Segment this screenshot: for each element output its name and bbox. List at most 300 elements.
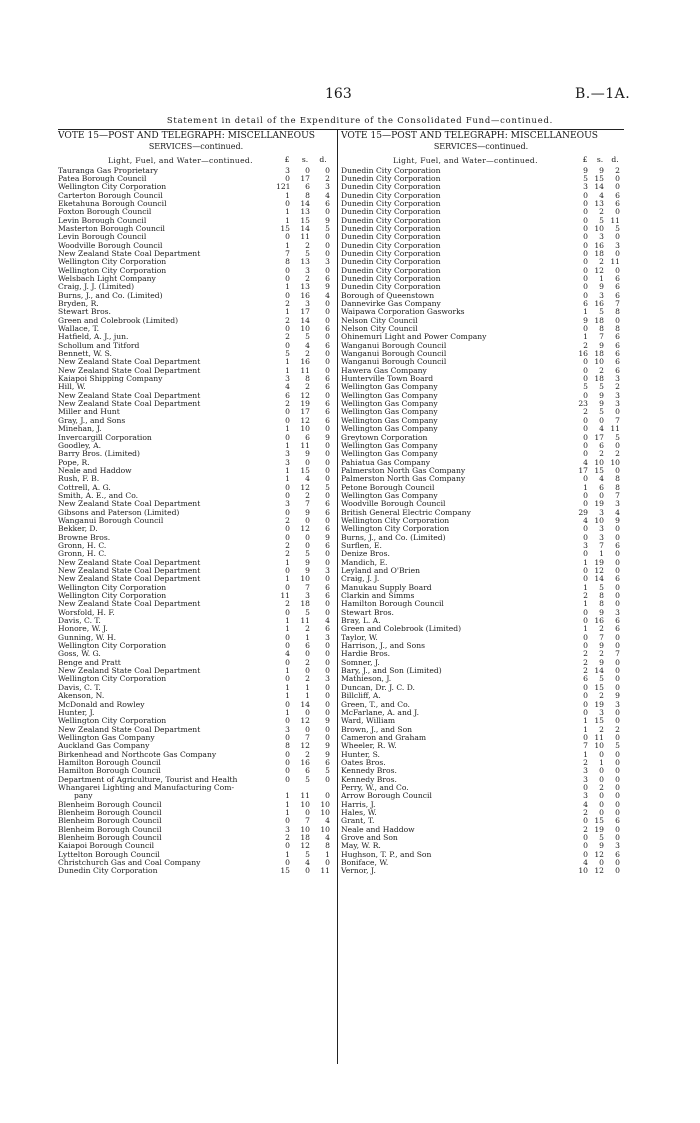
ledger-row: [58, 867, 334, 875]
amount-shillings: 9: [599, 841, 604, 851]
ledger-row: [341, 809, 621, 817]
vote-title: VOTE 15—POST AND TELEGRAPH: MISCELLANEOUS: [58, 131, 315, 141]
payee-name: Kaiapoi Borough Council: [58, 841, 155, 851]
amount-pounds: 3: [285, 499, 290, 509]
amount-pounds: 0: [583, 440, 588, 450]
payee-name: New Zealand State Coal Department: [58, 390, 201, 400]
payee-name: Dunedin City Corporation: [341, 198, 441, 208]
amount-shillings: 8: [599, 324, 604, 334]
payee-name: Eketahuna Borough Council: [58, 198, 167, 208]
payee-name: Mathieson, J.: [341, 674, 392, 684]
amount-pence: 6: [615, 365, 620, 375]
payee-name: Dunedin City Corporation: [341, 232, 441, 242]
amount-shillings: 12: [300, 524, 310, 534]
payee-name: Tauranga Gas Proprietary: [58, 165, 158, 175]
amount-pence: 3: [615, 374, 620, 384]
amount-pence: 0: [325, 649, 330, 659]
payee-name: New Zealand State Coal Department: [58, 357, 201, 367]
amount-pounds: 3: [285, 724, 290, 734]
amount-shillings: 5: [305, 248, 310, 258]
amount-shillings: 14: [300, 699, 310, 709]
amount-pounds: 0: [285, 524, 290, 534]
payee-name: Petone Borough Council: [341, 482, 435, 492]
amount-pence: 7: [615, 299, 620, 308]
amount-shillings: 3: [599, 290, 604, 300]
amount-shillings: 16: [594, 299, 604, 308]
payee-name: Honore, W. J.: [58, 624, 108, 634]
amount-pounds: 0: [285, 816, 290, 826]
amount-shillings: 18: [594, 315, 604, 325]
amount-pence: 2: [615, 165, 620, 175]
amount-pence: 3: [325, 632, 330, 642]
amount-pence: 0: [325, 315, 330, 325]
ledger-row: [341, 567, 621, 575]
amount-pence: 4: [615, 507, 620, 517]
amount-shillings: 6: [599, 440, 604, 450]
amount-shillings: 19: [594, 499, 604, 509]
amount-pounds: 0: [285, 632, 290, 642]
amount-pence: 0: [615, 532, 620, 542]
amount-shillings: 3: [599, 232, 604, 242]
payee-name: Nelson City Council: [341, 324, 418, 334]
amount-pence: 5: [325, 482, 330, 492]
amount-shillings: 18: [594, 349, 604, 359]
payee-name: Auckland Gas Company: [58, 741, 150, 751]
payee-name: Kennedy Bros.: [341, 766, 397, 776]
payee-name: Gunning, W. H.: [58, 632, 117, 642]
amount-pence: 5: [615, 432, 620, 442]
amount-pence: 0: [615, 549, 620, 559]
amount-shillings: 8: [599, 599, 604, 609]
payee-name: Bryden, R.: [58, 299, 99, 308]
amount-pence: 0: [615, 591, 620, 601]
amount-pence: 9: [325, 741, 330, 751]
amount-pence: 6: [325, 382, 330, 392]
payee-name: New Zealand State Coal Department: [58, 574, 201, 584]
payee-name: Wellington Gas Company: [341, 424, 438, 434]
amount-pence: 0: [615, 682, 620, 692]
amount-pounds: 29: [578, 507, 588, 517]
amount-shillings: 0: [305, 540, 310, 550]
amount-pounds: 0: [583, 424, 588, 434]
amount-pounds: 1: [285, 282, 290, 292]
amount-pence: 0: [325, 424, 330, 434]
payee-name: Pahiatua Gas Company: [341, 457, 431, 467]
payee-name: McDonald and Rowley: [58, 699, 145, 709]
ledger-row: [341, 534, 621, 542]
amount-pence: 9: [325, 432, 330, 442]
payee-name: Borough of Queenstown: [341, 290, 435, 300]
payee-name: Wellington City Corporation: [58, 182, 167, 192]
amount-pence: 0: [325, 599, 330, 609]
amount-pence: 0: [615, 641, 620, 651]
payee-name: Rush, F. B.: [58, 474, 100, 484]
payee-name: New Zealand State Coal Department: [58, 557, 201, 567]
amount-pence: 9: [325, 749, 330, 759]
payee-name: Goss, W. G.: [58, 649, 101, 659]
amount-shillings: 3: [305, 299, 310, 308]
vote-title: VOTE 15—POST AND TELEGRAPH: MISCELLANEOUS: [341, 131, 598, 141]
amount-pounds: 0: [583, 357, 588, 367]
ledger-row: [341, 834, 621, 842]
amount-pounds: 1: [285, 365, 290, 375]
amount-pence: 2: [325, 173, 330, 183]
amount-shillings: 12: [300, 390, 310, 400]
amount-pounds: 0: [285, 432, 290, 442]
amount-pounds: 0: [583, 782, 588, 792]
amount-pounds: 0: [285, 340, 290, 350]
ledger-row: [58, 517, 334, 525]
amount-shillings: 4: [305, 340, 310, 350]
amount-pence: 0: [325, 557, 330, 567]
vote-subtitle: SERVICES—continued.: [148, 141, 244, 151]
amount-pence: 0: [325, 449, 330, 459]
amount-pence: 0: [615, 440, 620, 450]
amount-pounds: 0: [583, 707, 588, 717]
payee-name: Woodville Borough Council: [341, 499, 446, 509]
amount-pence: 3: [325, 182, 330, 192]
amount-pence: 6: [325, 374, 330, 384]
amount-shillings: 13: [300, 282, 310, 292]
payee-name: Cottrell, A. G.: [58, 482, 111, 492]
shillings-heading: s.: [301, 154, 309, 164]
amount-pence: 0: [615, 582, 620, 592]
right-entry-list: [341, 167, 621, 876]
ledger-row: [58, 292, 334, 300]
payee-name: Worsfold, H. F.: [58, 607, 115, 617]
payee-name: Wellington Gas Company: [341, 415, 438, 425]
amount-shillings: 0: [305, 807, 310, 817]
payee-name: Wallace, T.: [58, 324, 99, 334]
amount-pence: 0: [325, 265, 330, 275]
amount-pence: 0: [615, 599, 620, 609]
amount-shillings: 10: [300, 574, 310, 584]
amount-pounds: 1: [285, 574, 290, 584]
payee-name: Cameron and Graham: [341, 732, 427, 742]
pence-heading: d.: [611, 154, 619, 164]
amount-pounds: 7: [285, 248, 290, 258]
payee-name: Bary, J., and Son (Limited): [341, 666, 442, 676]
amount-shillings: 9: [305, 449, 310, 459]
amount-pence: 6: [615, 574, 620, 584]
amount-pence: 0: [325, 641, 330, 651]
amount-pounds: 0: [285, 607, 290, 617]
amount-pounds: 0: [583, 265, 588, 275]
amount-pounds: 0: [583, 699, 588, 709]
amount-shillings: 2: [599, 649, 604, 659]
amount-pence: 0: [325, 165, 330, 175]
amount-pounds: 0: [583, 432, 588, 442]
right-column: [341, 125, 621, 876]
amount-pence: 0: [615, 782, 620, 792]
payee-name: Ward, William: [341, 716, 396, 726]
amount-shillings: 15: [594, 682, 604, 692]
left-column: [58, 125, 334, 876]
amount-pence: 0: [325, 365, 330, 375]
amount-pence: 0: [325, 248, 330, 258]
amount-pounds: 2: [583, 666, 588, 676]
amount-shillings: 4: [305, 858, 310, 868]
amount-pence: 6: [615, 340, 620, 350]
amount-pounds: 2: [583, 340, 588, 350]
amount-pounds: 0: [583, 198, 588, 208]
amount-shillings: 10: [594, 515, 604, 525]
payee-name: New Zealand State Coal Department: [58, 724, 201, 734]
amount-shillings: 0: [305, 724, 310, 734]
amount-pence: 0: [325, 657, 330, 667]
amount-pounds: 1: [285, 190, 290, 200]
amount-pounds: 0: [583, 207, 588, 217]
payee-name: Wellington Gas Company: [341, 449, 438, 459]
amount-pence: 0: [615, 666, 620, 676]
shillings-heading: s.: [596, 154, 604, 164]
amount-pence: 0: [325, 707, 330, 717]
amount-pence: 0: [615, 866, 620, 876]
amount-shillings: 0: [305, 666, 310, 676]
amount-pounds: 1: [285, 474, 290, 484]
amount-pounds: 0: [583, 841, 588, 851]
amount-pounds: 3: [583, 540, 588, 550]
amount-shillings: 8: [305, 190, 310, 200]
payee-name: Levin Borough Council: [58, 215, 147, 225]
amount-pence: 8: [615, 307, 620, 317]
payee-name: Bennett, W. S.: [58, 349, 112, 359]
amount-pounds: 0: [285, 699, 290, 709]
payee-name: Hales, W.: [341, 807, 377, 817]
amount-pounds: 1: [285, 707, 290, 717]
payee-name: Blenheim Borough Council: [58, 807, 162, 817]
amount-shillings: 7: [599, 332, 604, 342]
amount-shillings: 7: [305, 582, 310, 592]
amount-pence: 3: [615, 390, 620, 400]
amount-pence: 0: [615, 833, 620, 842]
amount-pence: 0: [615, 707, 620, 717]
amount-shillings: 2: [599, 624, 604, 634]
amount-pence: 0: [615, 807, 620, 817]
amount-pence: 0: [325, 457, 330, 467]
amount-pounds: 11: [280, 591, 290, 601]
payee-name: Wellington Gas Company: [341, 440, 438, 450]
payee-name: Dunedin City Corporation: [58, 866, 158, 876]
amount-shillings: 0: [305, 532, 310, 542]
ledger-row: [341, 792, 621, 800]
amount-pounds: 0: [583, 374, 588, 384]
amount-shillings: 12: [594, 566, 604, 575]
amount-shillings: 12: [300, 415, 310, 425]
amount-shillings: 0: [599, 791, 604, 801]
amount-shillings: 5: [305, 332, 310, 342]
amount-shillings: 12: [300, 741, 310, 751]
amount-pounds: 1: [583, 582, 588, 592]
amount-pounds: 1: [285, 624, 290, 634]
amount-shillings: 9: [305, 566, 310, 575]
amount-pence: 0: [615, 716, 620, 726]
amount-pounds: 0: [583, 257, 588, 267]
amount-pounds: 0: [285, 858, 290, 868]
ledger-row: [341, 867, 621, 875]
amount-pounds: 2: [583, 591, 588, 601]
amount-pounds: 0: [285, 265, 290, 275]
amount-shillings: 11: [300, 365, 310, 375]
amount-pence: 9: [615, 515, 620, 525]
amount-pence: 6: [325, 415, 330, 425]
amount-pence: 6: [325, 540, 330, 550]
amount-pence: 0: [325, 774, 330, 784]
amount-pounds: 0: [285, 490, 290, 500]
amount-pence: 0: [325, 474, 330, 484]
amount-shillings: 2: [305, 273, 310, 283]
amount-pence: 0: [325, 357, 330, 367]
amount-shillings: 2: [599, 691, 604, 701]
amount-shillings: 16: [300, 757, 310, 767]
amount-pence: 3: [615, 499, 620, 509]
amount-pounds: 0: [583, 190, 588, 200]
amount-pence: 4: [325, 833, 330, 842]
amount-shillings: 9: [599, 390, 604, 400]
amount-pence: 6: [325, 624, 330, 634]
payee-name: Wanganui Borough Council: [58, 515, 164, 525]
payee-name: Schollum and Titford: [58, 340, 140, 350]
amount-pounds: 1: [285, 207, 290, 217]
page-number: 163: [325, 86, 352, 102]
amount-pence: 0: [325, 299, 330, 308]
amount-pence: 3: [615, 607, 620, 617]
amount-shillings: 13: [594, 198, 604, 208]
amount-pounds: 0: [285, 582, 290, 592]
amount-pounds: 3: [583, 774, 588, 784]
payee-name: Wellington Gas Company: [58, 732, 155, 742]
payee-name: Blenheim Borough Council: [58, 799, 162, 809]
amount-pounds: 0: [285, 732, 290, 742]
amount-pence: 10: [610, 457, 620, 467]
amount-pence: 0: [615, 265, 620, 275]
amount-shillings: 11: [594, 732, 604, 742]
amount-pence: 0: [615, 791, 620, 801]
amount-pence: 0: [615, 749, 620, 759]
amount-pence: 11: [320, 866, 330, 876]
payee-name: Harrison, J., and Sons: [341, 641, 425, 651]
payee-name: Davis, C. T.: [58, 682, 101, 692]
amount-pounds: 1: [285, 616, 290, 626]
payee-name: Wanganui Borough Council: [341, 357, 447, 367]
amount-shillings: 13: [300, 207, 310, 217]
payee-name: Neale and Haddow: [58, 465, 132, 475]
amount-shillings: 11: [300, 440, 310, 450]
payee-name: Taylor, W.: [341, 632, 378, 642]
amount-pence: 2: [615, 449, 620, 459]
payee-name: Department of Agriculture, Tourist and Health: [58, 774, 238, 784]
payee-name: Harris, J.: [341, 799, 376, 809]
amount-pence: 0: [325, 699, 330, 709]
amount-pence: 0: [325, 691, 330, 701]
amount-pence: 0: [325, 607, 330, 617]
amount-shillings: 9: [599, 641, 604, 651]
payee-name: Dunedin City Corporation: [341, 165, 441, 175]
payee-name: Kennedy Bros.: [341, 774, 397, 784]
amount-shillings: 6: [305, 182, 310, 192]
amount-pounds: 121: [276, 182, 291, 192]
amount-pounds: 7: [583, 741, 588, 751]
amount-shillings: 9: [305, 507, 310, 517]
ledger-row: [341, 650, 621, 658]
amount-shillings: 10: [594, 457, 604, 467]
payee-name: Hatfield, A. J., jun.: [58, 332, 129, 342]
amount-pence: 10: [320, 824, 330, 834]
amount-pence: 0: [325, 207, 330, 217]
payee-name: Dunedin City Corporation: [341, 257, 441, 267]
amount-pence: 0: [325, 465, 330, 475]
amount-pounds: 3: [285, 165, 290, 175]
amount-pounds: 0: [583, 390, 588, 400]
amount-pounds: 0: [583, 223, 588, 233]
payee-name: Billcliff, A.: [341, 691, 381, 701]
amount-shillings: 14: [300, 223, 310, 233]
payee-name: Nelson City Council: [341, 315, 418, 325]
column-divider: [337, 129, 338, 1064]
amount-shillings: 15: [300, 215, 310, 225]
amount-pence: 8: [615, 474, 620, 484]
amount-pounds: 2: [583, 407, 588, 417]
amount-pence: 0: [325, 390, 330, 400]
amount-shillings: 15: [594, 173, 604, 183]
amount-pounds: 0: [583, 273, 588, 283]
amount-shillings: 17: [300, 173, 310, 183]
payee-name: Leyland and O'Brien: [341, 566, 420, 575]
amount-pounds: 1: [285, 799, 290, 809]
payee-name: Wellington Gas Company: [341, 407, 438, 417]
amount-pounds: 2: [583, 807, 588, 817]
amount-pence: 6: [325, 507, 330, 517]
amount-pence: 3: [615, 699, 620, 709]
amount-pence: 10: [320, 807, 330, 817]
amount-pounds: 0: [285, 766, 290, 776]
amount-pence: 0: [325, 240, 330, 250]
payee-name: Craig, J. J.: [341, 574, 380, 584]
amount-shillings: 7: [305, 732, 310, 742]
amount-pence: 0: [325, 232, 330, 242]
amount-pounds: 5: [583, 173, 588, 183]
payee-name: Carterton Borough Council: [58, 190, 163, 200]
amount-pounds: 0: [285, 482, 290, 492]
payee-name: Oates Bros.: [341, 757, 386, 767]
amount-pounds: 0: [583, 240, 588, 250]
amount-pence: 0: [615, 766, 620, 776]
ledger-row: [341, 742, 621, 750]
amount-shillings: 0: [305, 707, 310, 717]
amount-pounds: 0: [583, 449, 588, 459]
amount-pence: 6: [325, 340, 330, 350]
amount-shillings: 19: [300, 399, 310, 409]
amount-pence: 6: [325, 198, 330, 208]
payee-name: pany: [74, 791, 93, 801]
amount-shillings: 5: [599, 582, 604, 592]
amount-shillings: 1: [305, 691, 310, 701]
amount-pence: 0: [325, 490, 330, 500]
amount-shillings: 5: [305, 774, 310, 784]
amount-shillings: 3: [305, 265, 310, 275]
amount-pounds: 0: [583, 616, 588, 626]
payee-name: Browne Bros.: [58, 532, 111, 542]
amount-pounds: 23: [578, 399, 588, 409]
amount-pence: 0: [615, 674, 620, 684]
amount-shillings: 14: [300, 315, 310, 325]
payee-name: Dunedin City Corporation: [341, 182, 441, 192]
amount-shillings: 3: [599, 707, 604, 717]
payee-name: Green and Colebrook (Limited): [341, 624, 462, 634]
amount-pence: 6: [615, 273, 620, 283]
amount-pounds: 2: [583, 649, 588, 659]
amount-shillings: 6: [305, 432, 310, 442]
